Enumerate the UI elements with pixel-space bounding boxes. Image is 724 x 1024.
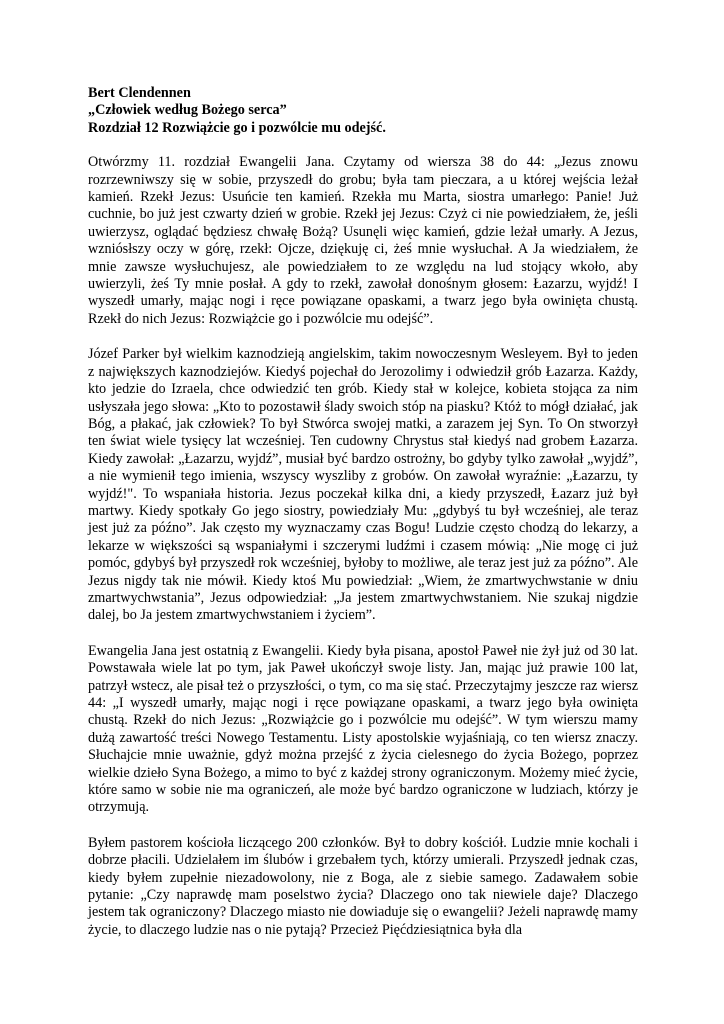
paragraph: Józef Parker był wielkim kaznodzieją angielskim, takim nowoczesnym Wesleyem. Był to jeden z największych kaznodziejów. Kiedyś pojechał do Jerozolimy i odwiedził grób Łazarza. Każdy, kto jedzie do Izraela, chce odwiedzić ten grób. Kiedy stał w kolejce, kobieta stojąca za nim usłyszała jego słowa: „Kto to pozostawił ślady swoich stóp na piasku? Któż to mógł działać, jak Bóg, a płakać, jak człowiek? To był Stwórca swojej matki, a zarazem jej Syn. To On stworzył ten świat wiele tysięcy lat wcześniej. Ten cudowny Chrystus stał kiedyś nad grobem Łazarza. Kiedy zawołał: „Łazarzu, wyjdź”, musiał być bardzo ostrożny, bo gdyby tylko zawołał „wyjdź”, a nie wymienił tego imienia, wszyscy wyszliby z grobów. On zawołał wyraźnie: „Łazarzu, ty wyjdź!". To wspaniała historia. Jezus poczekał kilka dni, a kiedy przyszedł, Łazarz już był martwy. Kiedy spotkały Go jego siostry, powiedziały Mu: „gdybyś tu był wcześniej, ale teraz jest już za późno”. Jak często my wyznaczamy czas Bogu! Ludzie często chodzą do lekarzy, a lekarze w większości są wspaniałymi i szczerymi ludźmi i czasem mówią: „Nie mogę ci już pomóc, gdybyś był przyszedł rok wcześniej, byłoby to możliwe, ale teraz jest już za późno”. Ale Jezus nigdy tak nie mówił. Kiedy ktoś Mu powiedział: „Wiem, że zmartwychwstanie w dniu zmartwychwstania”, Jezus odpowiedział: „Ja jestem zmartwychwstaniem. Nie szukaj nigdzie dalej, bo Ja jestem zmartwychwstaniem i życiem”. bbox=[88, 346, 638, 624]
book-title: „Człowiek według Bożego serca” bbox=[88, 102, 287, 119]
author-name: Bert Clendennen bbox=[88, 85, 191, 101]
document-header bbox=[88, 85, 638, 137]
document-page bbox=[88, 85, 638, 957]
chapter-title: Rozdział 12 Rozwiążcie go i pozwólcie mu odejść. bbox=[88, 119, 386, 136]
paragraph: Byłem pastorem kościoła liczącego 200 członków. Był to dobry kościół. Ludzie mnie kochali i dobrze płacili. Udzielałem im ślubów i grzebałem tych, którzy umierali. Przyszedł jednak czas, kiedy byłem zupełnie niezadowolony, nie z Boga, ale z siebie samego. Zadawałem sobie pytanie: „Czy naprawdę mam poselstwo życia? Dlaczego ono tak niewiele daje? Dlaczego jestem tak ograniczony? Dlaczego miasto nie dowiaduje się o ewangelii? Jeżeli naprawdę mamy życie, to dlaczego ludzie nas o nie pytają? Przecież Pięćdziesiątnica była dla bbox=[88, 834, 638, 938]
paragraph: Ewangelia Jana jest ostatnią z Ewangelii. Kiedy była pisana, apostoł Paweł nie żył już od 30 lat. Powstawała wiele lat po tym, jak Paweł ukończył swoje listy. Jan, mając już prawie 100 lat, patrzył wstecz, ale pisał też o przyszłości, o tym, co ma się stać. Przeczytajmy jeszcze raz wiersz 44: „I wyszedł umarły, mając nogi i ręce powiązane opaskami, a twarz jego była owinięta chustą. Rzekł do nich Jezus: „Rozwiążcie go i pozwólcie mu odejść”. W tym wierszu mamy dużą zawartość treści Nowego Testamentu. Listy apostolskie wyjaśniają, co ten wiersz znaczy. Słuchajcie mnie uważnie, gdyż można przejść z życia cielesnego do życia Bożego, poprzez wielkie dzieło Syna Bożego, a mimo to być z każdej strony ograniczonym. Możemy mieć życie, które samo w sobie nie ma ograniczeń, ale może być bardzo ograniczone w ludziach, którzy je otrzymują. bbox=[88, 642, 638, 816]
paragraph: Otwórzmy 11. rozdział Ewangelii Jana. Czytamy od wiersza 38 do 44: „Jezus znowu rozrzewniwszy się w sobie, przyszedł do grobu; była tam pieczara, a u której wejścia leżał kamień. Rzekł Jezus: Usuńcie ten kamień. Rzekła mu Marta, siostra umarłego: Panie! Już cuchnie, bo już jest czwarty dzień w grobie. Rzekł jej Jezus: Czyż ci nie powiedziałem, że, jeśli uwierzysz, oglądać będziesz chwałę Bożą? Usunęli więc kamień, gdzie leżał umarły. A Jezus, wzniósłszy oczy w górę, rzekł: Ojcze, dziękuję ci, żeś mnie wysłuchał. A Ja wiedziałem, że mnie zawsze wysłuchujesz, ale powiedziałem to ze względu na lud stojący wkoło, aby uwierzyli, żeś Ty mnie posłał. A gdy to rzekł, zawołał donośnym głosem: Łazarzu, wyjdź! I wyszedł umarły, mając nogi i ręce powiązane opaskami, a twarz jego była owinięta chustą. Rzekł do nich Jezus: Rozwiążcie go i pozwólcie mu odejść”. bbox=[88, 154, 638, 327]
